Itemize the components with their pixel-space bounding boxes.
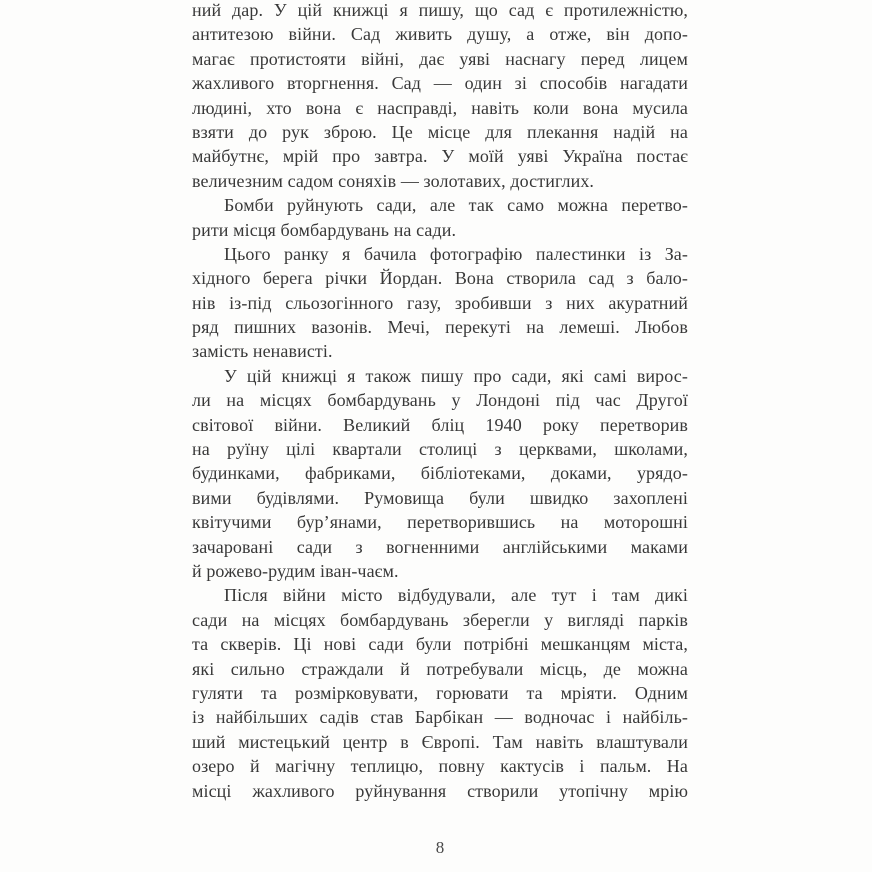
text-line: гуляти та розмірковувати, горювати та мріяти. Одним (192, 682, 688, 703)
text-line: із найбільших садів став Барбікан — водночас і найбіль- (192, 707, 688, 728)
text-line: замість ненависті. (192, 341, 333, 362)
text-line: магає протистояти війні, дає уяві наснагу перед лицем (192, 48, 688, 69)
text-line: Бомби руйнують сади, але так само можна перетво- (224, 195, 688, 216)
text-line: Цього ранку я бачила фотографію палестинки із За- (224, 243, 688, 264)
text-line: ший мистецький центр в Європі. Там навіть влаштували (192, 731, 688, 752)
text-line: які сильно страждали й потребували місць, де можна (192, 658, 688, 679)
text-line: ряд пишних вазонів. Мечі, перекуті на лемеші. Любов (192, 317, 688, 338)
text-line: антитезою війни. Сад живить душу, а отже, він допо- (192, 24, 688, 45)
text-line: квітучими бур’янами, перетворившись на моторошні (192, 512, 688, 533)
text-line: вими будівлями. Румовища були швидко захоплені (192, 487, 688, 508)
page-number: 8 (435, 838, 445, 857)
text-line: та скверів. Ці нові сади були потрібні мешканцям міста, (192, 634, 688, 655)
text-line: У цій книжці я також пишу про сади, які самі вирос- (224, 365, 688, 386)
text-line: будинками, фабриками, бібліотеками, доками, урядо- (192, 463, 688, 484)
text-line: світової війни. Великий бліц 1940 року перетворив (192, 414, 688, 435)
text-line: рити місця бомбардувань на сади. (192, 219, 457, 240)
text-line: величезним садом соняхів — золотавих, достиглих. (192, 170, 595, 191)
text-line: жахливого вторгнення. Сад — один зі способів нагадати (192, 73, 688, 94)
text-line: нів із-під сльозогінного газу, зробивши з них акуратний (192, 292, 688, 313)
text-line: зачаровані сади з вогненними англійськими маками (192, 536, 688, 557)
page-text-block (192, 0, 688, 803)
text-line: взяти до рук зброю. Це місце для плекання надій на (192, 121, 688, 142)
text-line: Після війни місто відбудували, але тут і там дикі (224, 585, 688, 606)
text-line: людині, хто вона є насправді, навіть коли вона мусила (192, 97, 688, 118)
text-line: ли на місцях бомбардувань у Лондоні під час Другої (192, 390, 688, 411)
text-line: й рожево-рудим іван-чаєм. (192, 560, 399, 581)
text-line: майбутнє, мрій про завтра. У моїй уяві Україна постає (192, 146, 688, 167)
text-line: місці жахливого руйнування створили утопічну мрію (192, 780, 688, 801)
text-line: ний дар. У цій книжці я пишу, що сад є протилежністю, (192, 0, 688, 20)
text-line: хідного берега річки Йордан. Вона створила сад з бало- (192, 268, 688, 289)
text-line: озеро й магічну теплицю, повну кактусів і пальм. На (192, 756, 688, 777)
text-line: сади на місцях бомбардувань зберегли у вигляді парків (192, 609, 688, 630)
text-line: на руїну цілі квартали столиці з церквами, школами, (192, 439, 688, 460)
